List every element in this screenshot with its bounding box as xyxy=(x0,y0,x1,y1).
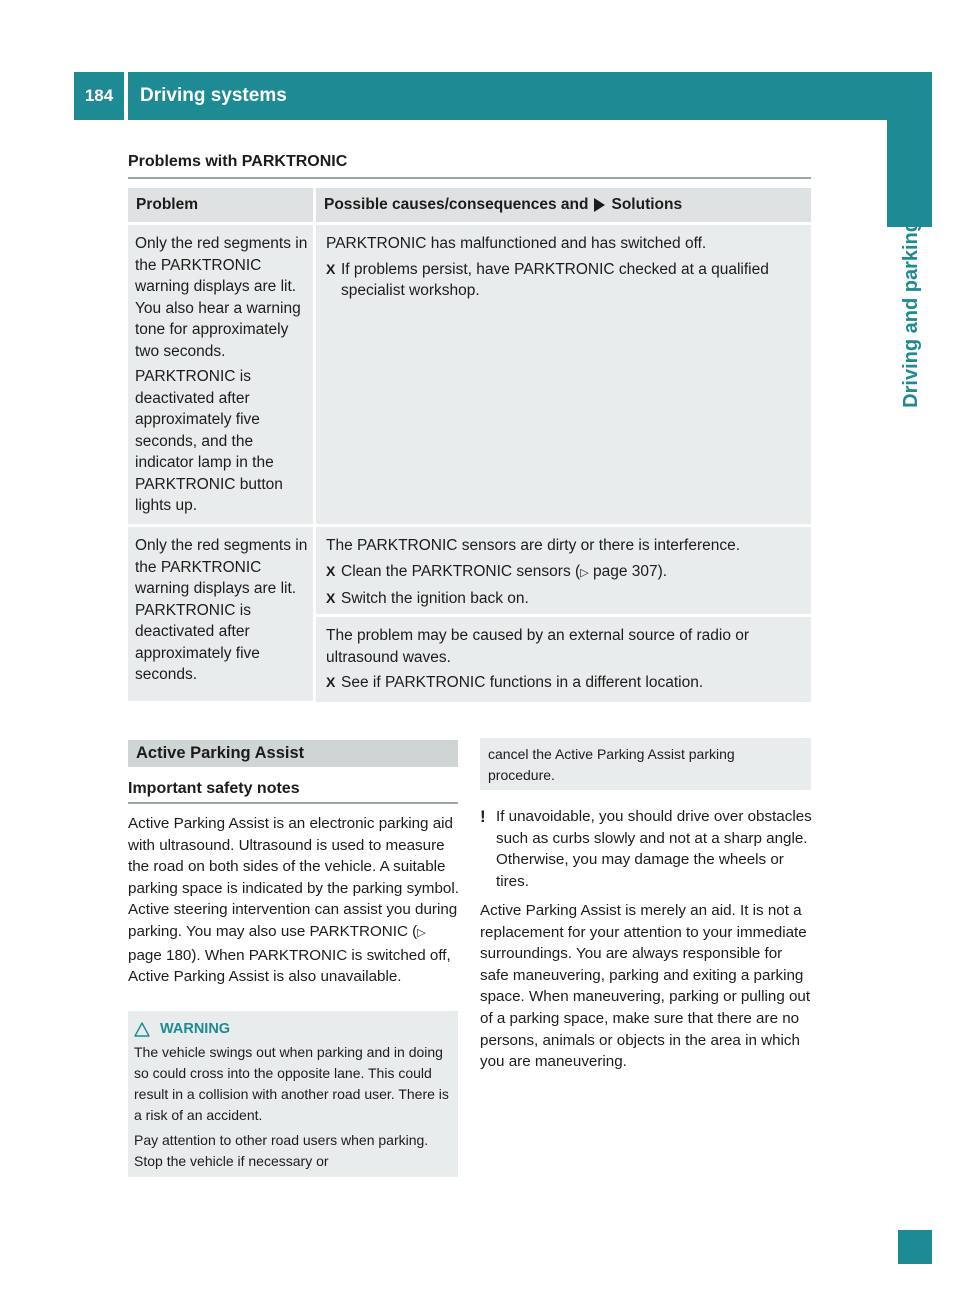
page-ref: page 180). When PARKTRONIC is switched off, Active Parking Assist is also unavailable. xyxy=(128,946,451,986)
problem-text: Only the red segments in the PARKTRONIC warning displays are lit. You also hear a warning tone for approximately two seconds. xyxy=(135,235,308,360)
step-text: Clean the PARKTRONIC sensors (▷ page 307). xyxy=(341,562,668,580)
cause-text: The PARKTRONIC sensors are dirty or there is interference. xyxy=(326,537,741,554)
warning-continuation: cancel the Active Parking Assist parking procedure. xyxy=(480,738,811,790)
step-text: See if PARKTRONIC functions in a different location. xyxy=(341,674,704,691)
side-tab xyxy=(900,220,925,520)
subsection-subtitle: Important safety notes xyxy=(128,780,300,797)
step-marker-icon: X xyxy=(326,260,336,277)
section-divider xyxy=(128,177,811,179)
step-marker-icon: X xyxy=(326,590,336,606)
warning-label: WARNING xyxy=(160,1021,231,1037)
solution-cell xyxy=(316,527,811,701)
problem-cell xyxy=(128,225,313,524)
subsection-title: Active Parking Assist xyxy=(128,740,458,767)
step-marker-icon: X xyxy=(326,562,336,579)
section-title: Problems with PARKTRONIC xyxy=(128,153,348,170)
table-header xyxy=(128,188,811,222)
cause-text: PARKTRONIC has malfunctioned and has switched off. xyxy=(326,235,707,252)
problems-table xyxy=(128,188,811,701)
note-text: If unavoidable, you should drive over obstacles such as curbs slowly and not at a sharp angle. Otherwise, you may damage the wheels or tires. xyxy=(496,808,812,890)
problem-cell xyxy=(128,527,313,701)
warning-triangle-icon xyxy=(134,1022,150,1037)
warning-text: Pay attention to other road users when parking. Stop the vehicle if necessary or xyxy=(134,1132,429,1169)
page-number: 184 xyxy=(74,72,124,120)
table-row xyxy=(128,527,811,701)
body-paragraph: Active Parking Assist is an electronic parking aid with ultrasound. Ultrasound is used to measure the road on both sides of the vehicle. A suitable parking space is indicated by the parking symbol. Active steering intervention can assist you during parking. You may also use PARKTRONIC (▷ page 180). When PARKTRONIC is switched off, Active Parking Assist is also unavailable. xyxy=(128,815,459,986)
side-tab-block xyxy=(887,72,932,227)
page-ref-icon: ▷ xyxy=(580,566,589,579)
table-row xyxy=(128,225,811,524)
subsection-divider xyxy=(128,802,458,804)
page-ref-icon: ▷ xyxy=(417,926,426,939)
side-tab-label: Driving and parking xyxy=(900,220,922,408)
step-item xyxy=(326,672,803,694)
solution-block xyxy=(316,527,811,614)
step-marker-icon: X xyxy=(326,674,336,690)
side-tab-marker xyxy=(898,1230,932,1264)
column-header-problem: Problem xyxy=(128,188,313,222)
step-item xyxy=(326,259,803,302)
warning-text: The vehicle swings out when parking and in doing so could cross into the opposite lane. This could result in a collision with another road user. There is a risk of an accident. xyxy=(134,1044,449,1123)
problem-text: Only the red segments in the PARKTRONIC warning displays are lit. PARKTRONIC is deactivated after approximately five seconds. xyxy=(135,537,308,683)
note-item xyxy=(480,806,814,892)
triangle-arrow-icon xyxy=(594,198,605,212)
column-header-causes: Possible causes/consequences and xyxy=(324,196,589,213)
warning-box xyxy=(128,1011,458,1177)
problem-text: PARKTRONIC is deactivated after approximately five seconds, and the indicator lamp in the PARKTRONIC button lights up. xyxy=(135,368,283,514)
solution-block xyxy=(316,617,811,702)
column-header-solutions-label: Solutions xyxy=(611,196,683,213)
step-text: Switch the ignition back on. xyxy=(341,590,529,607)
solution-cell xyxy=(316,225,811,524)
step-item xyxy=(326,588,803,610)
page-ref[interactable]: page 307). xyxy=(592,562,668,580)
step-item xyxy=(326,561,803,585)
exclamation-icon: ! xyxy=(480,807,486,826)
solution-block xyxy=(316,225,811,524)
step-text: If problems persist, have PARKTRONIC checked at a qualified specialist workshop. xyxy=(341,260,769,299)
chapter-title: Driving systems xyxy=(128,72,887,120)
warning-header xyxy=(134,1019,450,1040)
cause-text: The problem may be caused by an external source of radio or ultrasound waves. xyxy=(326,627,750,666)
body-paragraph: Active Parking Assist is merely an aid. It is not a replacement for your attention to your immediate surroundings. You are always responsible for safe maneuvering, parking and exiting a parking space. When maneuvering, parking or pulling out of a parking space, make sure that there are no persons, animals or objects in the area in which you are maneuvering. xyxy=(480,902,811,1071)
column-header-solutions xyxy=(316,188,811,222)
